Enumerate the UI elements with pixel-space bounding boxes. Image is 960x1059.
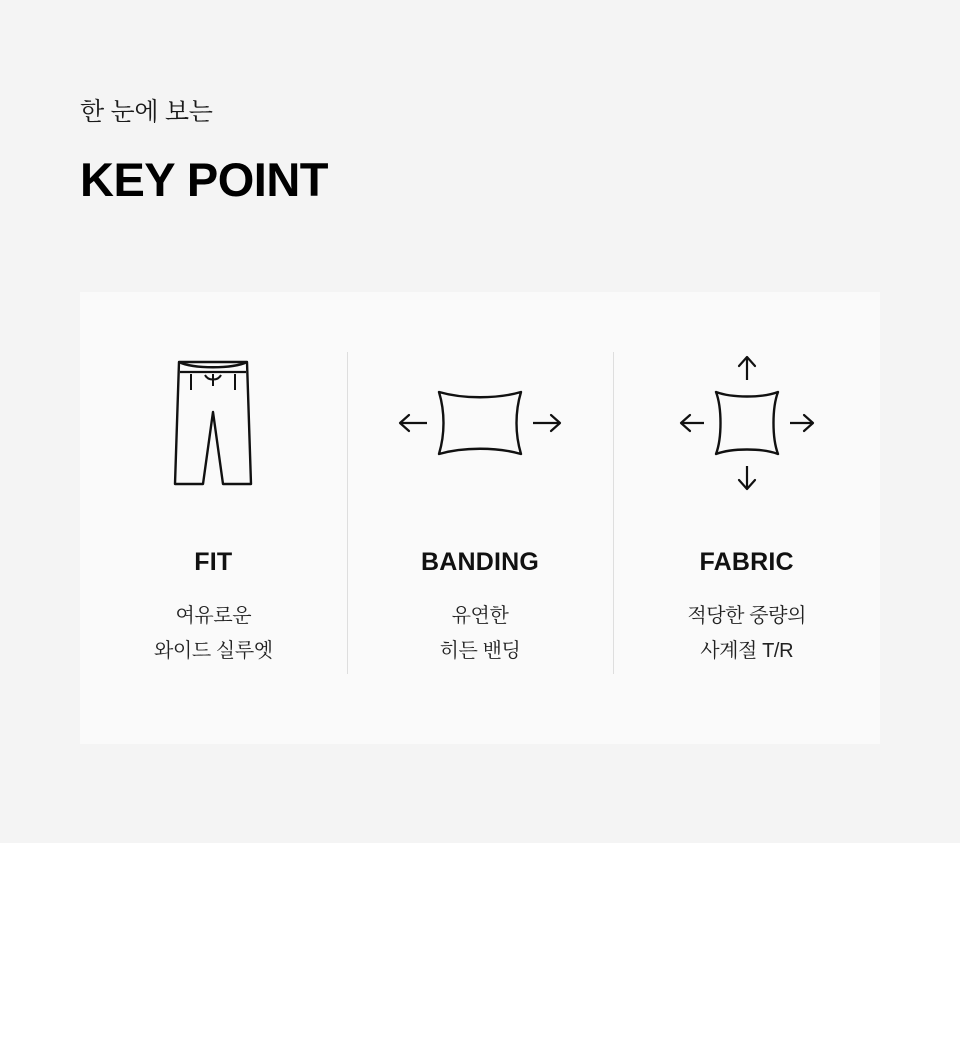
- feature-description: [154, 599, 273, 669]
- feature-item-fabric: [613, 348, 880, 744]
- feature-desc-line1: 여유로운: [175, 605, 252, 627]
- feature-item-banding: [347, 348, 614, 744]
- feature-desc-line1: 적당한 중량의: [687, 605, 807, 627]
- feature-desc-line2: 사계절 T/R: [700, 640, 794, 662]
- feature-title: FIT: [194, 548, 233, 576]
- feature-title: FABRIC: [699, 548, 794, 576]
- key-point-card: [80, 292, 880, 744]
- feature-desc-line2: 와이드 실루엣: [153, 640, 273, 662]
- horizontal-stretch-icon: [391, 348, 569, 498]
- page-title: KEY POINT: [80, 152, 328, 206]
- feature-description: [440, 599, 521, 669]
- feature-item-fit: [80, 348, 347, 744]
- wide-pants-icon: [167, 348, 259, 498]
- feature-columns: [80, 292, 880, 744]
- bottom-blank-area: [0, 843, 960, 1059]
- feature-description: [687, 599, 806, 669]
- four-way-stretch-icon: [672, 348, 822, 498]
- feature-desc-line2: 히든 밴딩: [439, 640, 521, 662]
- feature-title: BANDING: [420, 548, 540, 576]
- feature-desc-line1: 유연한: [451, 605, 509, 627]
- page-eyebrow: 한 눈에 보는: [80, 98, 213, 126]
- heading-block: [80, 96, 680, 208]
